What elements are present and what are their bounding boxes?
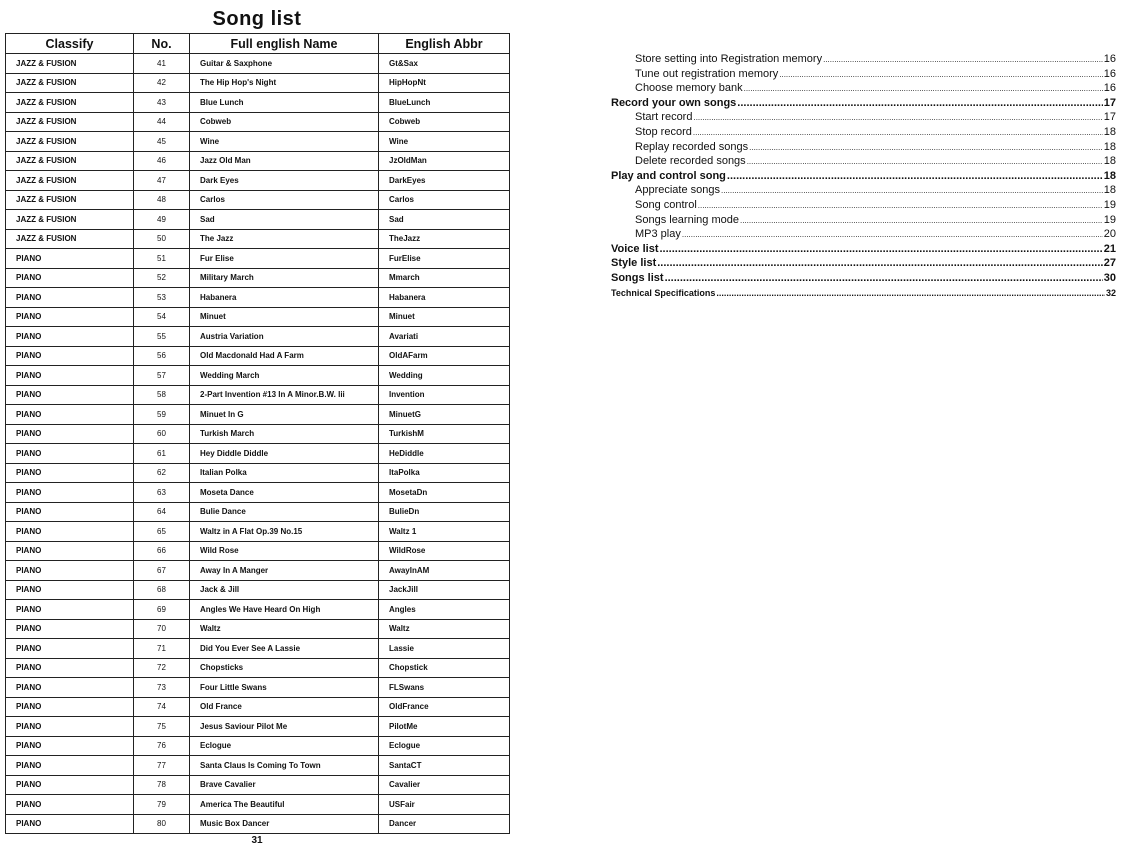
cell-number: 69 — [134, 600, 190, 620]
toc-leader-dots — [665, 271, 1103, 286]
cell-classify: PIANO — [6, 424, 134, 444]
cell-abbr: TheJazz — [379, 229, 510, 249]
cell-classify: PIANO — [6, 697, 134, 717]
toc-label: Store setting into Registration memory — [635, 53, 823, 65]
table-row — [6, 541, 510, 561]
cell-full-name: Chopsticks — [190, 658, 379, 678]
table-row — [6, 405, 510, 425]
cell-number: 43 — [134, 93, 190, 113]
cell-full-name: Hey Diddle Diddle — [190, 444, 379, 464]
cell-number: 75 — [134, 717, 190, 737]
cell-full-name: Dark Eyes — [190, 171, 379, 191]
cell-number: 59 — [134, 405, 190, 425]
cell-full-name: The Hip Hop's Night — [190, 73, 379, 93]
cell-classify: JAZZ & FUSION — [6, 112, 134, 132]
toc-entry — [611, 256, 1116, 271]
cell-classify: PIANO — [6, 678, 134, 698]
cell-abbr: Sad — [379, 210, 510, 230]
toc-entry — [611, 242, 1116, 257]
cell-number: 44 — [134, 112, 190, 132]
table-row — [6, 619, 510, 639]
table-row — [6, 522, 510, 542]
toc-leader-dots — [740, 213, 1103, 229]
cell-full-name: Away In A Manger — [190, 561, 379, 581]
cell-number: 79 — [134, 795, 190, 815]
cell-number: 74 — [134, 697, 190, 717]
table-row — [6, 775, 510, 795]
cell-full-name: Old France — [190, 697, 379, 717]
cell-classify: JAZZ & FUSION — [6, 210, 134, 230]
cell-classify: PIANO — [6, 249, 134, 269]
toc-page-number: 18 — [1103, 155, 1116, 168]
toc-entry — [611, 227, 1116, 242]
toc-entry — [611, 154, 1116, 169]
toc-page-number: 20 — [1103, 228, 1116, 241]
toc-leader-dots — [693, 125, 1103, 141]
toc-leader-dots — [721, 183, 1103, 199]
cell-classify: PIANO — [6, 658, 134, 678]
toc-page-number: 16 — [1103, 53, 1116, 65]
cell-number: 50 — [134, 229, 190, 249]
toc-entry — [611, 183, 1116, 198]
cell-full-name: Habanera — [190, 288, 379, 308]
table-row — [6, 658, 510, 678]
toc-label: Replay recorded songs — [635, 140, 749, 153]
cell-abbr: Invention — [379, 385, 510, 405]
table-row — [6, 697, 510, 717]
cell-classify: PIANO — [6, 775, 134, 795]
cell-abbr: HeDiddle — [379, 444, 510, 464]
cell-full-name: Bulie Dance — [190, 502, 379, 522]
cell-classify: PIANO — [6, 327, 134, 347]
table-row — [6, 385, 510, 405]
song-table-body — [6, 54, 510, 834]
cell-full-name: Guitar & Saxphone — [190, 54, 379, 74]
cell-classify: PIANO — [6, 405, 134, 425]
cell-classify: JAZZ & FUSION — [6, 73, 134, 93]
cell-full-name: 2-Part Invention #13 In A Minor.B.W. Iii — [190, 385, 379, 405]
cell-classify: PIANO — [6, 814, 134, 834]
cell-abbr: Waltz — [379, 619, 510, 639]
cell-full-name: Eclogue — [190, 736, 379, 756]
cell-abbr: SantaCT — [379, 756, 510, 776]
toc-page-number: 21 — [1103, 242, 1116, 255]
cell-number: 73 — [134, 678, 190, 698]
cell-classify: PIANO — [6, 366, 134, 386]
cell-number: 55 — [134, 327, 190, 347]
cell-classify: PIANO — [6, 600, 134, 620]
table-row — [6, 502, 510, 522]
cell-abbr: Carlos — [379, 190, 510, 210]
table-row — [6, 171, 510, 191]
cell-classify: PIANO — [6, 307, 134, 327]
table-row — [6, 307, 510, 327]
toc-label: Delete recorded songs — [635, 155, 746, 168]
cell-number: 51 — [134, 249, 190, 269]
cell-full-name: Austria Variation — [190, 327, 379, 347]
toc-entry — [611, 213, 1116, 228]
cell-abbr: MosetaDn — [379, 483, 510, 503]
toc-page-number: 17 — [1103, 96, 1116, 109]
cell-full-name: Turkish March — [190, 424, 379, 444]
cell-abbr: Angles — [379, 600, 510, 620]
cell-abbr: Wedding — [379, 366, 510, 386]
table-row — [6, 112, 510, 132]
table-row — [6, 327, 510, 347]
cell-classify: JAZZ & FUSION — [6, 151, 134, 171]
cell-abbr: Waltz 1 — [379, 522, 510, 542]
toc-leader-dots — [779, 67, 1102, 83]
table-row — [6, 717, 510, 737]
header-abbr: English Abbr — [379, 34, 510, 54]
toc-entry — [611, 169, 1116, 184]
cell-number: 45 — [134, 132, 190, 152]
cell-classify: JAZZ & FUSION — [6, 54, 134, 74]
cell-abbr: BulieDn — [379, 502, 510, 522]
cell-classify: JAZZ & FUSION — [6, 190, 134, 210]
cell-classify: PIANO — [6, 541, 134, 561]
toc-page-number: 18 — [1103, 140, 1116, 153]
header-full-name: Full english Name — [190, 34, 379, 54]
cell-abbr: Mmarch — [379, 268, 510, 288]
table-row — [6, 814, 510, 834]
table-row — [6, 678, 510, 698]
toc-page-number: 17 — [1103, 111, 1116, 124]
table-row — [6, 444, 510, 464]
cell-full-name: The Jazz — [190, 229, 379, 249]
toc-leader-dots — [737, 96, 1102, 111]
table-row — [6, 736, 510, 756]
cell-full-name: Italian Polka — [190, 463, 379, 483]
toc-entry — [611, 271, 1116, 286]
cell-number: 48 — [134, 190, 190, 210]
cell-number: 77 — [134, 756, 190, 776]
cell-full-name: Minuet In G — [190, 405, 379, 425]
toc-label: Song control — [635, 198, 697, 211]
cell-number: 53 — [134, 288, 190, 308]
toc-entry — [611, 110, 1116, 125]
cell-abbr: AwayInAM — [379, 561, 510, 581]
cell-abbr: USFair — [379, 795, 510, 815]
toc-label: MP3 play — [635, 228, 681, 241]
table-row — [6, 190, 510, 210]
cell-full-name: Blue Lunch — [190, 93, 379, 113]
cell-abbr: Lassie — [379, 639, 510, 659]
cell-full-name: Carlos — [190, 190, 379, 210]
cell-number: 47 — [134, 171, 190, 191]
table-row — [6, 639, 510, 659]
cell-number: 52 — [134, 268, 190, 288]
cell-full-name: Music Box Dancer — [190, 814, 379, 834]
cell-number: 56 — [134, 346, 190, 366]
table-row — [6, 463, 510, 483]
cell-classify: PIANO — [6, 522, 134, 542]
cell-classify: JAZZ & FUSION — [6, 93, 134, 113]
toc-page-number: 16 — [1103, 67, 1116, 80]
table-row — [6, 580, 510, 600]
cell-abbr: JackJill — [379, 580, 510, 600]
cell-abbr: Habanera — [379, 288, 510, 308]
cell-number: 72 — [134, 658, 190, 678]
cell-abbr: DarkEyes — [379, 171, 510, 191]
cell-abbr: HipHopNt — [379, 73, 510, 93]
cell-full-name: Sad — [190, 210, 379, 230]
cell-number: 80 — [134, 814, 190, 834]
table-row — [6, 795, 510, 815]
cell-number: 64 — [134, 502, 190, 522]
toc-entry — [611, 67, 1116, 82]
cell-full-name: Military March — [190, 268, 379, 288]
toc-leader-dots — [744, 81, 1103, 97]
cell-number: 46 — [134, 151, 190, 171]
cell-classify: JAZZ & FUSION — [6, 229, 134, 249]
table-row — [6, 366, 510, 386]
page-number: 31 — [251, 835, 263, 846]
cell-full-name: Wedding March — [190, 366, 379, 386]
cell-abbr: Cobweb — [379, 112, 510, 132]
cell-number: 62 — [134, 463, 190, 483]
table-row — [6, 151, 510, 171]
cell-full-name: Old Macdonald Had A Farm — [190, 346, 379, 366]
cell-full-name: Brave Cavalier — [190, 775, 379, 795]
cell-abbr: FLSwans — [379, 678, 510, 698]
cell-abbr: Chopstick — [379, 658, 510, 678]
table-row — [6, 483, 510, 503]
cell-classify: PIANO — [6, 756, 134, 776]
toc-entry — [611, 81, 1116, 96]
cell-number: 68 — [134, 580, 190, 600]
cell-number: 65 — [134, 522, 190, 542]
cell-abbr: BlueLunch — [379, 93, 510, 113]
table-row — [6, 756, 510, 776]
toc-entry — [611, 286, 1116, 301]
cell-abbr: OldFrance — [379, 697, 510, 717]
toc-label: Choose memory bank — [635, 82, 743, 95]
cell-number: 67 — [134, 561, 190, 581]
cell-abbr: Eclogue — [379, 736, 510, 756]
cell-classify: PIANO — [6, 717, 134, 737]
cell-abbr: Cavalier — [379, 775, 510, 795]
cell-full-name: Waltz in A Flat Op.39 No.15 — [190, 522, 379, 542]
toc-entry — [611, 96, 1116, 111]
table-row — [6, 268, 510, 288]
cell-classify: PIANO — [6, 385, 134, 405]
toc-page-number: 19 — [1103, 198, 1116, 211]
cell-classify: PIANO — [6, 619, 134, 639]
toc-label: Appreciate songs — [635, 184, 720, 197]
cell-full-name: Cobweb — [190, 112, 379, 132]
cell-abbr: ItaPolka — [379, 463, 510, 483]
table-row — [6, 346, 510, 366]
cell-number: 41 — [134, 54, 190, 74]
cell-number: 76 — [134, 736, 190, 756]
cell-number: 70 — [134, 619, 190, 639]
toc-leader-dots — [749, 140, 1103, 156]
table-row — [6, 73, 510, 93]
toc-entry — [611, 125, 1116, 140]
cell-classify: PIANO — [6, 346, 134, 366]
table-of-contents — [611, 52, 1116, 300]
cell-classify: PIANO — [6, 561, 134, 581]
table-row — [6, 600, 510, 620]
cell-full-name: Angles We Have Heard On High — [190, 600, 379, 620]
table-header-row — [6, 34, 510, 54]
cell-full-name: Jazz Old Man — [190, 151, 379, 171]
cell-classify: PIANO — [6, 639, 134, 659]
table-row — [6, 93, 510, 113]
toc-page-number: 19 — [1103, 213, 1116, 226]
toc-label: Style list — [611, 257, 657, 270]
toc-leader-dots — [716, 286, 1105, 301]
cell-abbr: Minuet — [379, 307, 510, 327]
cell-number: 49 — [134, 210, 190, 230]
toc-label: Songs list — [611, 271, 664, 284]
cell-number: 57 — [134, 366, 190, 386]
table-row — [6, 210, 510, 230]
cell-number: 71 — [134, 639, 190, 659]
table-row — [6, 249, 510, 269]
cell-full-name: Moseta Dance — [190, 483, 379, 503]
cell-full-name: America The Beautiful — [190, 795, 379, 815]
cell-classify: PIANO — [6, 444, 134, 464]
cell-abbr: JzOldMan — [379, 151, 510, 171]
header-number: No. — [134, 34, 190, 54]
table-row — [6, 424, 510, 444]
cell-number: 63 — [134, 483, 190, 503]
song-list-page — [5, 0, 509, 846]
toc-leader-dots — [682, 227, 1103, 243]
cell-full-name: Wild Rose — [190, 541, 379, 561]
toc-page-number: 30 — [1103, 271, 1116, 284]
cell-full-name: Minuet — [190, 307, 379, 327]
cell-number: 66 — [134, 541, 190, 561]
toc-leader-dots — [698, 198, 1103, 214]
cell-full-name: Did You Ever See A Lassie — [190, 639, 379, 659]
toc-label: Technical Specifications — [611, 287, 716, 298]
cell-abbr: WildRose — [379, 541, 510, 561]
toc-entry — [611, 140, 1116, 155]
table-row — [6, 561, 510, 581]
song-table — [5, 33, 510, 834]
toc-leader-dots — [747, 154, 1103, 170]
toc-page-number: 18 — [1103, 169, 1116, 182]
toc-label: Start record — [635, 111, 693, 124]
cell-number: 54 — [134, 307, 190, 327]
table-row — [6, 288, 510, 308]
cell-abbr: TurkishM — [379, 424, 510, 444]
cell-full-name: Fur Elise — [190, 249, 379, 269]
cell-abbr: PilotMe — [379, 717, 510, 737]
cell-abbr: Dancer — [379, 814, 510, 834]
cell-abbr: Wine — [379, 132, 510, 152]
cell-classify: PIANO — [6, 483, 134, 503]
header-classify: Classify — [6, 34, 134, 54]
cell-abbr: Gt&Sax — [379, 54, 510, 74]
table-row — [6, 132, 510, 152]
cell-full-name: Jack & Jill — [190, 580, 379, 600]
cell-number: 61 — [134, 444, 190, 464]
toc-label: Stop record — [635, 125, 692, 138]
cell-number: 78 — [134, 775, 190, 795]
toc-leader-dots — [823, 52, 1103, 68]
cell-classify: PIANO — [6, 736, 134, 756]
toc-page-number: 18 — [1103, 125, 1116, 138]
toc-leader-dots — [659, 242, 1102, 257]
toc-page-number: 32 — [1105, 287, 1116, 298]
cell-classify: PIANO — [6, 580, 134, 600]
toc-page-number: 18 — [1103, 184, 1116, 197]
cell-full-name: Jesus Saviour Pilot Me — [190, 717, 379, 737]
cell-abbr: FurElise — [379, 249, 510, 269]
toc-page-number: 16 — [1103, 82, 1116, 95]
table-row — [6, 229, 510, 249]
toc-entry — [611, 198, 1116, 213]
page-title: Song list — [212, 8, 302, 30]
cell-number: 60 — [134, 424, 190, 444]
cell-full-name: Santa Claus Is Coming To Town — [190, 756, 379, 776]
cell-abbr: OldAFarm — [379, 346, 510, 366]
cell-classify: JAZZ & FUSION — [6, 171, 134, 191]
cell-abbr: MinuetG — [379, 405, 510, 425]
toc-label: Voice list — [611, 242, 659, 255]
toc-label: Record your own songs — [611, 96, 737, 109]
cell-number: 58 — [134, 385, 190, 405]
cell-classify: PIANO — [6, 795, 134, 815]
toc-leader-dots — [693, 110, 1102, 126]
cell-number: 42 — [134, 73, 190, 93]
toc-label: Tune out registration memory — [635, 67, 779, 80]
cell-classify: PIANO — [6, 463, 134, 483]
cell-classify: PIANO — [6, 502, 134, 522]
toc-leader-dots — [727, 169, 1103, 184]
toc-leader-dots — [657, 256, 1103, 271]
table-row — [6, 54, 510, 74]
cell-classify: PIANO — [6, 288, 134, 308]
toc-label: Play and control song — [611, 169, 726, 182]
toc-page-number: 27 — [1103, 257, 1116, 270]
cell-abbr: Avariati — [379, 327, 510, 347]
toc-entry — [611, 52, 1116, 67]
toc-label: Songs learning mode — [635, 213, 739, 226]
cell-full-name: Four Little Swans — [190, 678, 379, 698]
cell-classify: PIANO — [6, 268, 134, 288]
cell-full-name: Waltz — [190, 619, 379, 639]
cell-classify: JAZZ & FUSION — [6, 132, 134, 152]
cell-full-name: Wine — [190, 132, 379, 152]
